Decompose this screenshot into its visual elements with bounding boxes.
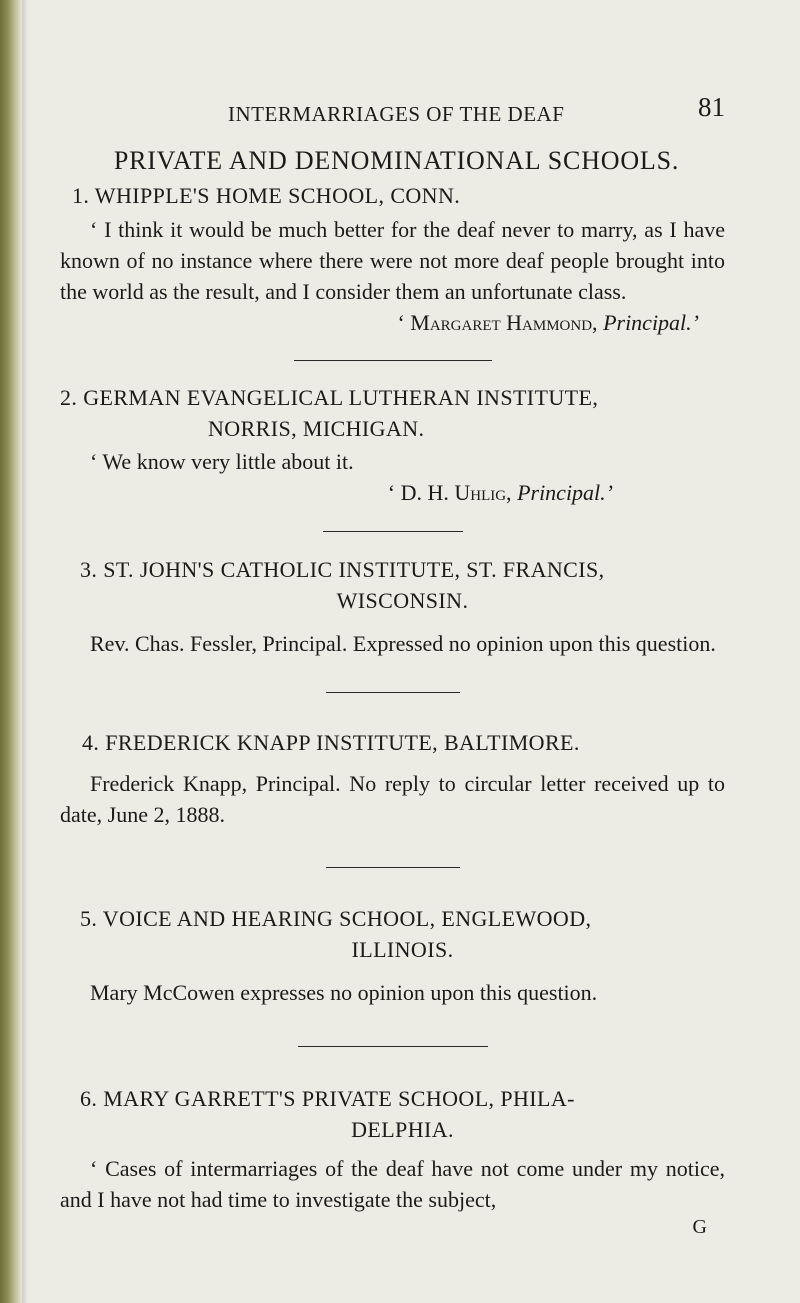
entry-3-heading-line1: 3. ST. JOHN'S CATHOLIC INSTITUTE, ST. FRANCIS, [80,557,605,582]
section-divider [323,531,463,532]
entry-6-heading [60,1083,725,1145]
signature-title: Principal.’ [603,310,699,335]
entry-5-heading [60,903,725,965]
entry-5-body: Mary McCowen expresses no opinion upon this question. [90,980,598,1005]
entry-5-heading-line1: 5. VOICE AND HEARING SCHOOL, ENGLEWOOD, [80,906,592,931]
section-title: PRIVATE AND DENOMINATIONAL SCHOOLS. [113,146,680,175]
book-page [60,80,725,1239]
entry-2-heading-line1: 2. GERMAN EVANGELICAL LUTHERAN INSTITUTE, [60,385,599,410]
running-title: INTERMARRIAGES OF THE DEAF [228,102,565,126]
entry-2 [60,382,725,508]
entry-6-body: ‘ Cases of intermarriages of the deaf have not come under my notice, and I have not had time to investigate the subject, [60,1156,725,1212]
page-number: 81 [698,92,725,122]
entry-4-body: Frederick Knapp, Principal. No reply to circular letter received up to date, June 2, 1888. [60,771,725,827]
catchword: G [692,1216,707,1238]
entry-1-heading: 1. WHIPPLE'S HOME SCHOOL, CONN. [72,183,461,208]
entry-1-body: ‘ I think it would be much better for the deaf never to marry, as I have known of no instance where there were not more deaf people brought into the world as the result, and I consider them an unfortunate class. [60,217,725,304]
section-divider [294,360,492,361]
entry-3 [60,554,725,659]
binding-shadow [22,0,28,1303]
entry-3-body: Rev. Chas. Fessler, Principal. Expressed no opinion upon this question. [90,631,716,656]
entry-2-signature [60,477,725,508]
entry-2-heading-line2: NORRIS, MICHIGAN. [208,416,425,441]
entry-1 [60,180,725,338]
section-divider [326,692,460,693]
entry-4-heading: 4. FREDERICK KNAPP INSTITUTE, BALTIMORE. [82,730,580,755]
entry-6-heading-line1: 6. MARY GARRETT'S PRIVATE SCHOOL, PHILA- [80,1086,575,1111]
entry-2-heading [60,382,725,444]
entry-6-heading-line2: DELPHIA. [351,1117,454,1142]
entry-2-body: ‘ We know very little about it. [90,449,354,474]
section-divider [326,867,460,868]
entry-5-heading-line2: ILLINOIS. [351,937,454,962]
signature-name: ‘ D. H. Uhlig, [387,480,512,505]
signature-title: Principal.’ [517,480,613,505]
entry-5 [60,903,725,1008]
section-divider [298,1046,488,1047]
running-head [60,80,725,124]
entry-6 [60,1083,725,1215]
signature-name: ‘ Margaret Hammond, [397,310,598,335]
entry-3-heading [60,554,725,616]
book-binding-edge [0,0,22,1303]
entry-3-heading-line2: WISCONSIN. [336,588,469,613]
entry-4 [60,727,725,830]
entry-1-signature [60,307,725,338]
